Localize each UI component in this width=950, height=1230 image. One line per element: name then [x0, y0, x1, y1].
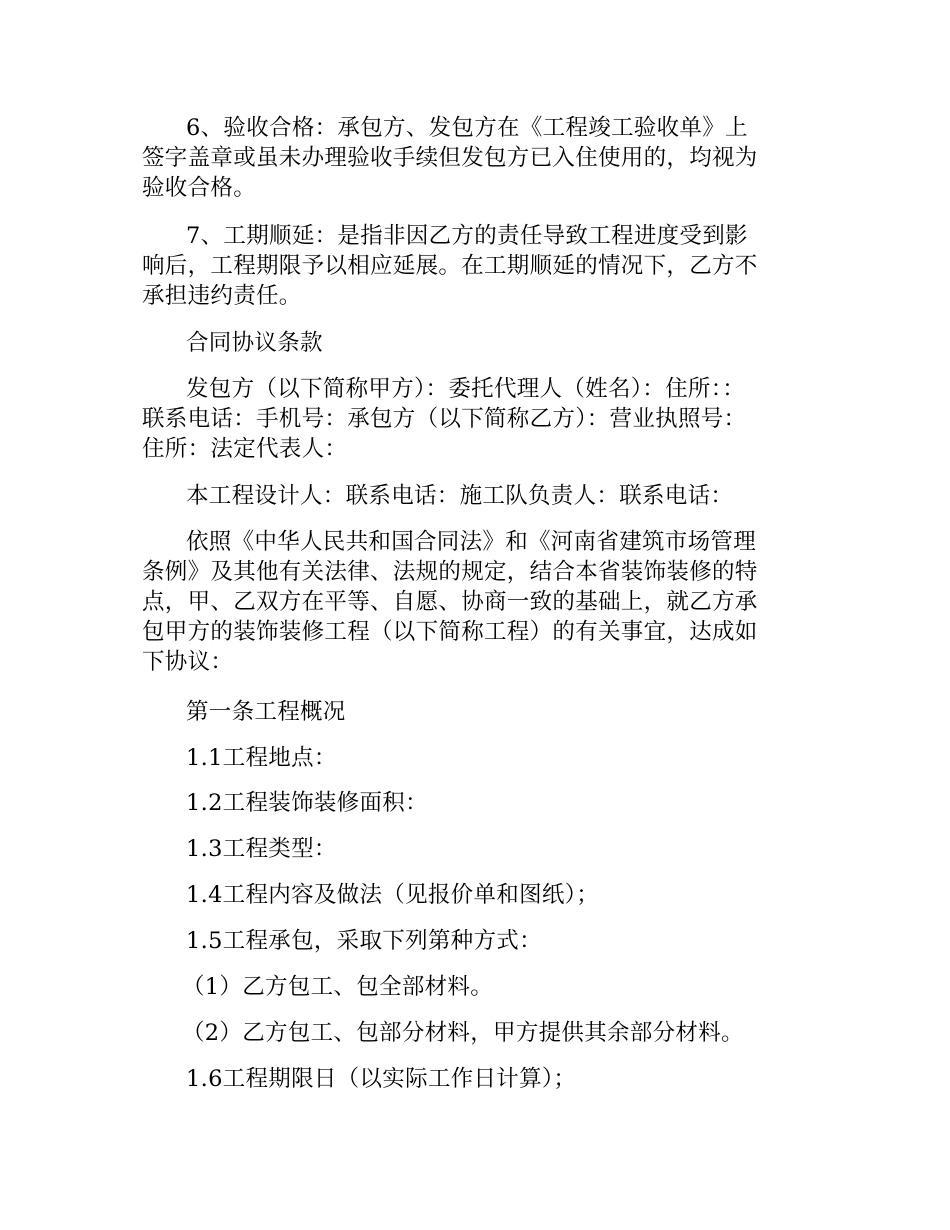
paragraph-acceptance	[142, 113, 827, 203]
clause-1-5-option-2	[182, 1018, 867, 1048]
paragraph-extension	[142, 221, 827, 311]
clause-1-4	[142, 880, 827, 910]
text-line: 发包方（以下简称甲方）：委托代理人（姓名）：住所：：	[186, 376, 746, 402]
paragraph-parties	[142, 374, 827, 464]
text-line: 1.1工程地点：	[186, 745, 337, 771]
clause-1-6	[142, 1064, 827, 1094]
clause-1-5-option-1	[182, 972, 867, 1002]
text-line: 点，甲、乙双方在平等、自愿、协商一致的基础上，就乙方承	[142, 589, 758, 615]
text-line: 6、验收合格：承包方、发包方在《工程竣工验收单》上	[186, 115, 748, 141]
text-line: 条例》及其他有关法律、法规的规定，结合本省装饰装修的特	[142, 559, 758, 585]
text-line: 住所：法定代表人：	[142, 436, 348, 462]
text-line: 1.4工程内容及做法（见报价单和图纸）；	[186, 882, 600, 908]
clause-1-3	[142, 834, 827, 864]
text-line: 承担违约责任。	[142, 283, 302, 309]
text-line: 依照《中华人民共和国合同法》和《河南省建筑市场管理	[186, 529, 757, 555]
text-line: 1.6工程期限日（以实际工作日计算）；	[186, 1066, 577, 1092]
text-line: （1）乙方包工、包全部材料。	[182, 974, 494, 1000]
text-line: 第一条工程概况	[186, 699, 346, 725]
text-line: 响后，工程期限予以相应延展。在工期顺延的情况下，乙方不	[142, 253, 758, 279]
text-line: 签字盖章或虽未办理验收手续但发包方已入住使用的，均视为	[142, 145, 758, 171]
text-line: 合同协议条款	[186, 330, 323, 356]
paragraph-legal-basis	[142, 527, 827, 677]
text-line: 本工程设计人：联系电话：施工队负责人：联系电话：	[186, 483, 734, 509]
section-heading-article-one	[142, 697, 827, 727]
text-line: 1.3工程类型：	[186, 836, 337, 862]
text-line: 7、工期顺延：是指非因乙方的责任导致工程进度受到影	[186, 223, 748, 249]
section-heading-contract-terms	[142, 328, 827, 358]
clause-1-5	[142, 926, 827, 956]
text-line: 包甲方的装饰装修工程（以下简称工程）的有关事宜，达成如	[142, 619, 758, 645]
text-line: 1.2工程装饰装修面积：	[186, 790, 428, 816]
text-line: 验收合格。	[142, 175, 257, 201]
text-line: （2）乙方包工、包部分材料，甲方提供其余部分材料。	[182, 1020, 744, 1046]
text-line: 下协议：	[142, 649, 234, 675]
clause-1-2	[142, 788, 827, 818]
text-line: 1.5工程承包，采取下列第种方式：	[186, 928, 542, 954]
clause-1-1	[142, 743, 827, 773]
text-line: 联系电话：手机号：承包方（以下简称乙方）：营业执照号：	[142, 406, 747, 432]
paragraph-designer	[142, 481, 827, 511]
